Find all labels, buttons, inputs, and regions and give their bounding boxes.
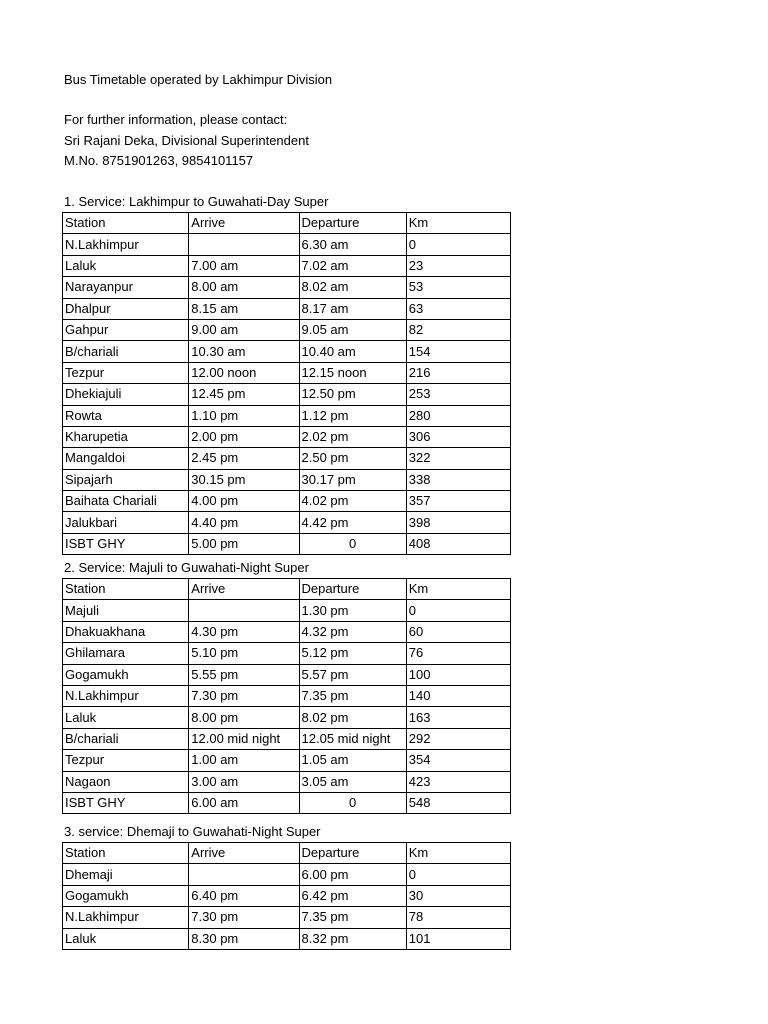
table-cell: 357 [406, 491, 510, 512]
table-row [63, 728, 511, 749]
table-row [63, 234, 511, 255]
table-row [63, 469, 511, 490]
table-row [63, 277, 511, 298]
table-cell: ISBT GHY [63, 533, 189, 554]
column-header: Departure [299, 213, 406, 234]
column-header: Km [406, 213, 510, 234]
table-cell: 9.00 am [189, 319, 299, 340]
table-cell: 0 [299, 533, 406, 554]
table-row [63, 928, 511, 949]
service-title: 2. Service: Majuli to Guwahati-Night Super [64, 560, 309, 575]
table-row [63, 771, 511, 792]
table-row [63, 600, 511, 621]
table-cell: 6.42 pm [299, 885, 406, 906]
table-row [63, 533, 511, 554]
column-header: Station [63, 579, 189, 600]
table-cell [189, 600, 299, 621]
table-cell: 140 [406, 685, 510, 706]
table-cell: 5.00 pm [189, 533, 299, 554]
table-row [63, 864, 511, 885]
table-row [63, 885, 511, 906]
table-cell: 8.00 am [189, 277, 299, 298]
table-cell: 10.40 am [299, 341, 406, 362]
table-cell: 23 [406, 255, 510, 276]
table-cell: 3.00 am [189, 771, 299, 792]
table-cell: 5.57 pm [299, 664, 406, 685]
table-cell: 2.02 pm [299, 426, 406, 447]
table-cell: Ghilamara [63, 643, 189, 664]
table-cell: 1.12 pm [299, 405, 406, 426]
table-cell: 354 [406, 750, 510, 771]
table-cell: 12.05 mid night [299, 728, 406, 749]
table-cell: 7.30 pm [189, 907, 299, 928]
table-cell: 7.35 pm [299, 907, 406, 928]
table-cell: 53 [406, 277, 510, 298]
table-cell: Dhakuakhana [63, 621, 189, 642]
table-cell: 1.30 pm [299, 600, 406, 621]
table-cell: 4.40 pm [189, 512, 299, 533]
table-cell: 1.00 am [189, 750, 299, 771]
table-row [63, 664, 511, 685]
table-header-row [63, 213, 511, 234]
table-cell: 30.17 pm [299, 469, 406, 490]
table-cell: 9.05 am [299, 319, 406, 340]
table-cell: Kharupetia [63, 426, 189, 447]
table-cell: 6.30 am [299, 234, 406, 255]
table-row [63, 319, 511, 340]
table-cell: 3.05 am [299, 771, 406, 792]
table-cell: 12.00 mid night [189, 728, 299, 749]
table-cell: 63 [406, 298, 510, 319]
table-cell: N.Lakhimpur [63, 907, 189, 928]
table-cell: 12.00 noon [189, 362, 299, 383]
table-cell: ISBT GHY [63, 792, 189, 813]
table-cell: 0 [406, 600, 510, 621]
table-cell: Dhalpur [63, 298, 189, 319]
table-cell: 30 [406, 885, 510, 906]
table-cell: 7.02 am [299, 255, 406, 276]
timetable-table [62, 578, 511, 814]
table-cell: 408 [406, 533, 510, 554]
table-cell: Tezpur [63, 362, 189, 383]
table-cell: 7.30 pm [189, 685, 299, 706]
column-header: Arrive [189, 579, 299, 600]
table-cell: 0 [406, 864, 510, 885]
table-cell: 4.30 pm [189, 621, 299, 642]
table-cell: 5.55 pm [189, 664, 299, 685]
table-row [63, 621, 511, 642]
table-cell: 7.35 pm [299, 685, 406, 706]
table-cell [189, 234, 299, 255]
table-row [63, 750, 511, 771]
column-header: Arrive [189, 843, 299, 864]
table-cell: 2.00 pm [189, 426, 299, 447]
table-cell: N.Lakhimpur [63, 685, 189, 706]
column-header: Departure [299, 843, 406, 864]
table-row [63, 792, 511, 813]
table-cell: B/chariali [63, 728, 189, 749]
table-cell: Sipajarh [63, 469, 189, 490]
table-cell: 8.30 pm [189, 928, 299, 949]
table-cell: 8.15 am [189, 298, 299, 319]
table-cell: 292 [406, 728, 510, 749]
table-cell: 8.17 am [299, 298, 406, 319]
table-cell: 8.02 pm [299, 707, 406, 728]
table-cell: 5.12 pm [299, 643, 406, 664]
table-cell: Mangaldoi [63, 448, 189, 469]
table-row [63, 384, 511, 405]
table-cell: Nagaon [63, 771, 189, 792]
table-cell: Tezpur [63, 750, 189, 771]
table-cell: 6.40 pm [189, 885, 299, 906]
table-cell: 4.02 pm [299, 491, 406, 512]
table-row [63, 512, 511, 533]
table-cell: 163 [406, 707, 510, 728]
column-header: Arrive [189, 213, 299, 234]
table-row [63, 907, 511, 928]
table-cell: 8.02 am [299, 277, 406, 298]
table-cell: 6.00 pm [299, 864, 406, 885]
table-cell: Gogamukh [63, 885, 189, 906]
table-cell: 82 [406, 319, 510, 340]
table-row [63, 341, 511, 362]
service-title: 1. Service: Lakhimpur to Guwahati-Day Super [64, 194, 329, 209]
table-cell: 1.05 am [299, 750, 406, 771]
timetable-table [62, 842, 511, 950]
table-row [63, 298, 511, 319]
table-row [63, 448, 511, 469]
column-header: Station [63, 843, 189, 864]
document-title: Bus Timetable operated by Lakhimpur Division [64, 72, 333, 87]
column-header: Departure [299, 579, 406, 600]
table-row [63, 426, 511, 447]
table-cell: 7.00 am [189, 255, 299, 276]
table-row [63, 685, 511, 706]
column-header: Station [63, 213, 189, 234]
table-cell: Laluk [63, 928, 189, 949]
table-cell: 30.15 pm [189, 469, 299, 490]
service-title: 3. service: Dhemaji to Guwahati-Night Super [64, 824, 321, 839]
timetable-table [62, 212, 511, 555]
table-cell: Gahpur [63, 319, 189, 340]
table-cell: 101 [406, 928, 510, 949]
table-cell: 4.32 pm [299, 621, 406, 642]
table-cell: 423 [406, 771, 510, 792]
table-cell: 0 [299, 792, 406, 813]
table-cell: Baihata Chariali [63, 491, 189, 512]
table-cell: 2.50 pm [299, 448, 406, 469]
table-cell: 4.00 pm [189, 491, 299, 512]
table-cell: 338 [406, 469, 510, 490]
table-cell: 2.45 pm [189, 448, 299, 469]
table-cell: 60 [406, 621, 510, 642]
table-cell: N.Lakhimpur [63, 234, 189, 255]
table-cell: Majuli [63, 600, 189, 621]
table-cell: B/chariali [63, 341, 189, 362]
table-cell: 8.00 pm [189, 707, 299, 728]
table-cell: 0 [406, 234, 510, 255]
table-cell: 154 [406, 341, 510, 362]
contact-name: Sri Rajani Deka, Divisional Superintendent [64, 133, 309, 148]
table-cell: 4.42 pm [299, 512, 406, 533]
table-cell: 100 [406, 664, 510, 685]
table-cell: 280 [406, 405, 510, 426]
column-header: Km [406, 579, 510, 600]
table-cell: 1.10 pm [189, 405, 299, 426]
table-cell: 322 [406, 448, 510, 469]
table-cell: Rowta [63, 405, 189, 426]
table-row [63, 643, 511, 664]
table-cell: 253 [406, 384, 510, 405]
table-cell: Dhemaji [63, 864, 189, 885]
table-cell: 12.45 pm [189, 384, 299, 405]
table-header-row [63, 843, 511, 864]
contact-intro: For further information, please contact: [64, 112, 288, 127]
table-cell: Jalukbari [63, 512, 189, 533]
contact-phone: M.No. 8751901263, 9854101157 [64, 153, 254, 168]
table-row [63, 362, 511, 383]
table-cell: 12.15 noon [299, 362, 406, 383]
table-cell: 398 [406, 512, 510, 533]
table-cell: 76 [406, 643, 510, 664]
table-row [63, 255, 511, 276]
table-row [63, 491, 511, 512]
table-cell: 548 [406, 792, 510, 813]
table-cell: 306 [406, 426, 510, 447]
table-cell: Narayanpur [63, 277, 189, 298]
table-cell: 78 [406, 907, 510, 928]
column-header: Km [406, 843, 510, 864]
table-cell: Gogamukh [63, 664, 189, 685]
table-cell: 216 [406, 362, 510, 383]
table-row [63, 405, 511, 426]
table-cell [189, 864, 299, 885]
table-cell: 10.30 am [189, 341, 299, 362]
table-cell: 12.50 pm [299, 384, 406, 405]
table-cell: Laluk [63, 255, 189, 276]
table-cell: 8.32 pm [299, 928, 406, 949]
table-cell: Dhekiajuli [63, 384, 189, 405]
table-header-row [63, 579, 511, 600]
table-cell: Laluk [63, 707, 189, 728]
table-cell: 6.00 am [189, 792, 299, 813]
table-cell: 5.10 pm [189, 643, 299, 664]
table-row [63, 707, 511, 728]
